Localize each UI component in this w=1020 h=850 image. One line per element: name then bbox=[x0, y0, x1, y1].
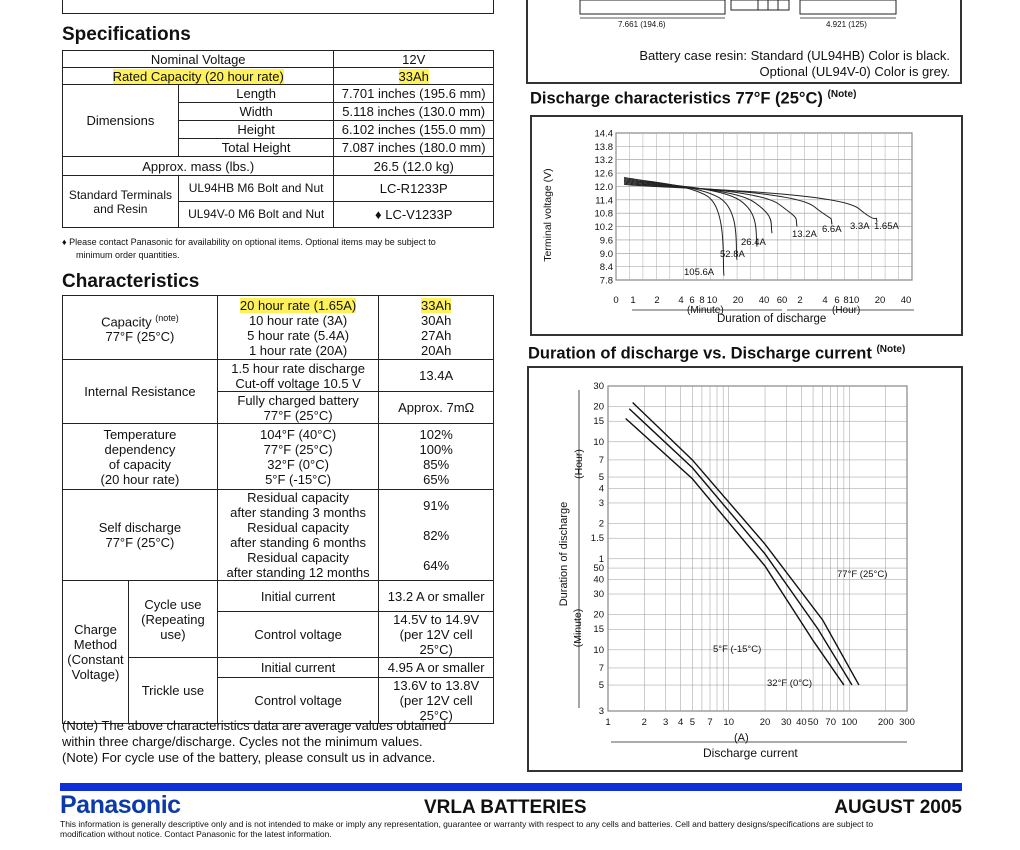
chart2-y-tick-hour: 1.5 bbox=[590, 533, 604, 545]
total-height-label: Total Height bbox=[178, 139, 334, 157]
chart1-x-tick-min: 1 bbox=[630, 295, 636, 306]
chart2-y-tick-hour: 7 bbox=[598, 454, 604, 466]
chart1-x-tick-hr: 6 bbox=[834, 295, 840, 306]
mass-value: 26.5 (12.0 kg) bbox=[334, 157, 494, 176]
chart1-hour-label: (Hour) bbox=[832, 305, 861, 316]
height-label: Height bbox=[178, 121, 334, 139]
self-cond-2-a: Residual capacity bbox=[247, 550, 350, 565]
chart2-x-tick: 3 bbox=[662, 717, 669, 728]
chart2-y-tick-hour: 15 bbox=[593, 416, 604, 428]
chart1-y-tick: 9.6 bbox=[599, 235, 613, 247]
note-1b: within three charge/discharge. Cycles not the minimum values. bbox=[62, 734, 423, 749]
chart1-y-tick: 10.8 bbox=[594, 208, 613, 220]
ul94v0-value: ♦ LC-V1233P bbox=[334, 202, 494, 228]
terminals-label-1: Standard Terminals bbox=[68, 187, 172, 202]
cycle-initial-value: 13.2 A or smaller bbox=[379, 581, 494, 612]
chart2-x-tick: 30 bbox=[781, 717, 792, 728]
width-label: Width bbox=[178, 103, 334, 121]
chart1-x-tick-hr: 4 bbox=[822, 295, 828, 306]
chart1-x-tick-hr: 20 bbox=[874, 295, 886, 306]
cycle-voltage-2: (per 12V cell 25°C) bbox=[399, 627, 473, 657]
chart1-y-tick: 12.0 bbox=[594, 181, 613, 193]
height-value: 6.102 inches (155.0 mm) bbox=[334, 121, 494, 139]
chart1-x-tick-min: 60 bbox=[776, 295, 788, 306]
resin-line-2: Optional (UL94V-0) Color is grey. bbox=[759, 64, 950, 79]
chart1-box bbox=[530, 115, 963, 336]
chart1-discharge-curve bbox=[624, 182, 797, 227]
chart2-y-tick-min: 7 bbox=[598, 662, 604, 674]
chart2-y-tick-min: 20 bbox=[593, 609, 604, 621]
chart1-y-tick: 9.0 bbox=[599, 248, 613, 260]
chart1-title: Discharge characteristics 77°F (25°C) $^{(Note)}$ bbox=[530, 89, 857, 108]
length-label: Length bbox=[178, 85, 334, 103]
self-cond-1-b: after standing 6 months bbox=[230, 535, 367, 550]
chart2-x-tick: 200 bbox=[877, 717, 894, 728]
discharge-value: 13.4A bbox=[379, 360, 494, 392]
chart1-x-tick-min: 0 bbox=[613, 295, 619, 306]
characteristics-title: Characteristics bbox=[62, 271, 200, 292]
temp-cond-1: 77°F (25°C) bbox=[263, 441, 333, 457]
chart2-y-tick-hour: 2 bbox=[598, 518, 604, 530]
chart2-y-tick-hour: 5 bbox=[598, 472, 604, 484]
charge-label-1: Method bbox=[73, 637, 118, 652]
chart1-x-tick-hr: 8 bbox=[843, 295, 849, 306]
chart2-curve-label: 5°F (-15°C) bbox=[713, 644, 762, 655]
chart2-hour-label: (Hour) bbox=[573, 449, 585, 479]
chart1-x-tick-hr: 2 bbox=[797, 295, 803, 306]
chart2-minute-label: (Minute) bbox=[572, 608, 584, 648]
temp-value-3: 65% bbox=[423, 471, 450, 487]
chart1-curve-label: 1.65A bbox=[874, 221, 899, 232]
cycle-initial-label: Initial current bbox=[217, 581, 378, 612]
chart2-curve-label: 32°F (0°C) bbox=[767, 678, 813, 689]
characteristics-table bbox=[62, 295, 494, 724]
chart1-y-tick: 13.8 bbox=[594, 141, 613, 153]
chart2-y-tick-min: 10 bbox=[593, 644, 604, 656]
chart2-x-tick: 10 bbox=[723, 717, 734, 728]
chart2-y-tick-hour: 30 bbox=[593, 381, 604, 392]
temp-value-1: 100% bbox=[419, 441, 453, 457]
chart2-plot-frame bbox=[608, 386, 907, 711]
chart1-curve-label: 26.4A bbox=[741, 237, 766, 248]
chart1-x-tick-min: 10 bbox=[706, 295, 718, 306]
nominal-voltage-value: 12V bbox=[334, 51, 494, 68]
footer-product: VRLA BATTERIES bbox=[424, 797, 587, 818]
self-cond-0-a: Residual capacity bbox=[247, 490, 350, 505]
temp-label-3: (20 hour rate) bbox=[100, 471, 180, 487]
panasonic-logo: Panasonic bbox=[60, 791, 181, 819]
chart1-x-tick-min: 4 bbox=[678, 295, 684, 306]
chart2-y-tick-min: 15 bbox=[593, 624, 604, 636]
chart2-y-tick-hour: 20 bbox=[593, 401, 604, 413]
rated-capacity-value: 33Ah bbox=[398, 68, 429, 84]
chart2-x-tick: 7 bbox=[707, 717, 713, 728]
self-cond-1-a: Residual capacity bbox=[247, 520, 350, 535]
dim-left: 7.661 (194.6) bbox=[618, 20, 666, 29]
temp-cond-3: 5°F (-15°C) bbox=[265, 471, 332, 487]
trickle-label: Trickle use bbox=[128, 658, 217, 724]
self-discharge-label-2: 77°F (25°C) bbox=[105, 535, 175, 550]
temp-label-1: dependency bbox=[104, 441, 176, 457]
self-value-2: 64% bbox=[379, 550, 494, 581]
chart2-x-tick: 5 bbox=[689, 717, 696, 728]
chart1-x-tick-min: 6 bbox=[689, 295, 695, 306]
cap-value-2: 27Ah bbox=[420, 327, 452, 343]
temp-label-0: Temperature bbox=[103, 426, 177, 442]
chart2-x-tick: 2 bbox=[641, 717, 647, 728]
chart1-curve-label: 13.2A bbox=[792, 229, 817, 240]
chart1-x-tick-hr: 10 bbox=[848, 295, 860, 306]
chart2-x-tick: 50 bbox=[807, 717, 819, 728]
chart1-ylabel: Terminal voltage (V) bbox=[542, 168, 554, 262]
chart1-curve-label: 105.6A bbox=[684, 267, 715, 278]
chart2-y-tick-min: 40 bbox=[593, 574, 604, 586]
temp-cond-0: 104°F (40°C) bbox=[260, 426, 337, 442]
temp-value-0: 102% bbox=[419, 426, 453, 442]
chart2-x-tick: 70 bbox=[825, 717, 837, 728]
trickle-voltage-label: Control voltage bbox=[217, 678, 378, 724]
chart2-x-tick: 40 bbox=[796, 717, 807, 728]
specifications-table bbox=[62, 50, 494, 228]
self-cond-0-b: after standing 3 months bbox=[230, 505, 367, 520]
chart1-y-tick: 12.6 bbox=[594, 168, 613, 180]
cycle-label-2: use) bbox=[160, 626, 186, 642]
chart1-minute-label: (Minute) bbox=[687, 305, 724, 316]
discharge-cond-2: Cut-off voltage 10.5 V bbox=[235, 375, 361, 391]
chart1-discharge-curve bbox=[624, 183, 832, 224]
cap-rate-3: 1 hour rate (20A) bbox=[248, 342, 348, 358]
charge-label-0: Charge bbox=[74, 622, 117, 637]
chart2-xlabel: Discharge current bbox=[703, 746, 798, 760]
chart2-y-tick-hour: 3 bbox=[598, 497, 604, 509]
spec-footnote-2: minimum order quantities. bbox=[76, 250, 180, 260]
cap-rate-1: 10 hour rate (3A) bbox=[248, 312, 348, 328]
ul94hb-label: UL94HB M6 Bolt and Nut bbox=[178, 176, 334, 202]
chart2-y-tick-hour: 4 bbox=[598, 483, 604, 495]
chart2-y-tick-min: 3 bbox=[598, 706, 604, 717]
dimension-drawing-box bbox=[526, 0, 962, 84]
internal-resistance-label: Internal Resistance bbox=[63, 360, 218, 424]
charge-label-3: Voltage) bbox=[71, 667, 120, 682]
chart2-x-tick: 1 bbox=[605, 717, 611, 728]
disclaimer-2: modification without notice. Contact Panasonic for the latest information. bbox=[60, 829, 332, 839]
self-value-0: 91% bbox=[379, 490, 494, 521]
cap-rate-2: 5 hour rate (5.4A) bbox=[247, 327, 350, 343]
chart1-y-tick: 13.2 bbox=[594, 155, 613, 167]
chart2-x-tick: 20 bbox=[759, 717, 771, 728]
chart1-curve-label: 3.3A bbox=[850, 221, 870, 232]
length-value: 7.701 inches (195.6 mm) bbox=[334, 85, 494, 103]
nominal-voltage-label: Nominal Voltage bbox=[63, 51, 334, 68]
chart1-x-tick-min: 20 bbox=[732, 295, 744, 306]
chart2-svg bbox=[529, 368, 961, 770]
chart2-y-tick-hour: 1 bbox=[598, 553, 604, 565]
total-height-value: 7.087 inches (180.0 mm) bbox=[334, 139, 494, 157]
chart2-y-tick-min: 50 bbox=[593, 563, 604, 575]
chart1-svg bbox=[532, 117, 961, 334]
chart2-xunit: (A) bbox=[734, 732, 749, 744]
ul94v0-label: UL94V-0 M6 Bolt and Nut bbox=[178, 202, 334, 228]
self-value-1: 82% bbox=[379, 520, 494, 550]
chart2-y-tick-min: 30 bbox=[593, 589, 604, 601]
chart1-y-tick: 11.4 bbox=[595, 195, 613, 207]
cycle-label-0: Cycle use bbox=[144, 596, 202, 612]
width-value: 5.118 inches (130.0 mm) bbox=[334, 103, 494, 121]
chart1-y-tick: 8.4 bbox=[599, 262, 613, 274]
mass-label: Approx. mass (lbs.) bbox=[63, 157, 334, 176]
dim-right: 4.921 (125) bbox=[826, 20, 867, 29]
top-left-frame bbox=[62, 0, 494, 14]
terminals-label-2: and Resin bbox=[93, 201, 148, 216]
self-cond-2-b: after standing 12 months bbox=[226, 565, 370, 580]
chart1-curve-label: 52.8A bbox=[720, 249, 745, 260]
ul94hb-value: LC-R1233P bbox=[334, 176, 494, 202]
footer-date: AUGUST 2005 bbox=[834, 797, 962, 818]
resin-line-1: Battery case resin: Standard (UL94HB) Color is black. bbox=[639, 48, 950, 63]
cap-value-1: 30Ah bbox=[420, 312, 452, 328]
self-discharge-label-1: Self discharge bbox=[98, 520, 182, 535]
charge-label-2: (Constant bbox=[67, 652, 124, 667]
chart1-x-tick-min: 40 bbox=[758, 295, 770, 306]
cycle-label-1: (Repeating bbox=[141, 611, 205, 627]
ir-cond-1: Fully charged battery bbox=[237, 392, 359, 408]
spec-footnote-1: ♦ Please contact Panasonic for availability on optional items. Optional items may be subject to bbox=[62, 237, 436, 247]
chart2-ylabel: Duration of discharge bbox=[558, 501, 570, 607]
chart2-title-note: (Note) bbox=[876, 344, 906, 355]
trickle-voltage-1: 13.6V to 13.8V bbox=[393, 678, 480, 693]
ir-value: Approx. 7mΩ bbox=[379, 392, 494, 424]
footer-blue-bar bbox=[60, 783, 962, 791]
chart1-title-note: (Note) bbox=[827, 89, 857, 100]
note-1a: (Note) The above characteristics data are average values obtained bbox=[62, 718, 447, 733]
chart1-x-tick-hr: 40 bbox=[900, 295, 912, 306]
chart1-x-tick-min: 8 bbox=[699, 295, 705, 306]
trickle-initial-value: 4.95 A or smaller bbox=[379, 658, 494, 678]
capacity-temp: 77°F (25°C) bbox=[105, 329, 175, 345]
chart2-y-tick-min: 5 bbox=[598, 680, 604, 692]
cap-value-3: 20Ah bbox=[420, 342, 452, 358]
note-2: (Note) For cycle use of the battery, please consult us in advance. bbox=[62, 750, 436, 765]
ir-cond-2: 77°F (25°C) bbox=[263, 407, 333, 423]
chart1-y-tick: 10.2 bbox=[594, 222, 613, 234]
chart2-title: Duration of discharge vs. Discharge current $^{(Note)}$ bbox=[528, 344, 906, 363]
chart2-x-tick: 100 bbox=[841, 717, 858, 728]
chart1-x-tick-min: 2 bbox=[654, 295, 660, 306]
chart2-x-tick: 4 bbox=[678, 717, 684, 728]
chart1-y-tick: 14.4 bbox=[594, 128, 613, 140]
disclaimer-1: This information is generally descriptive only and is not intended to make or imply any representation, guarantee or warranty with respect to any cells and batteries. Cell and battery designs/specifications are subject to bbox=[60, 819, 874, 829]
specifications-title: Specifications bbox=[62, 24, 191, 45]
trickle-initial-label: Initial current bbox=[217, 658, 378, 678]
chart1-y-tick: 7.8 bbox=[599, 275, 613, 287]
discharge-cond-1: 1.5 hour rate discharge bbox=[231, 360, 365, 376]
cap-value-0: 33Ah bbox=[420, 297, 452, 313]
chart2-curve-label: 77°F (25°C) bbox=[837, 569, 888, 580]
cycle-voltage-1: 14.5V to 14.9V bbox=[393, 612, 480, 627]
chart2-y-tick-hour: 10 bbox=[593, 436, 604, 448]
cap-rate-0: 20 hour rate (1.65A) bbox=[239, 297, 357, 313]
temp-value-2: 85% bbox=[423, 456, 450, 472]
capacity-label: Capacity bbox=[101, 314, 152, 330]
chart1-curve-label: 6.6A bbox=[822, 224, 842, 235]
trickle-voltage-2: (per 12V cell 25°C) bbox=[399, 693, 473, 723]
temp-cond-2: 32°F (0°C) bbox=[267, 456, 329, 472]
cycle-voltage-label: Control voltage bbox=[217, 612, 378, 658]
chart2-x-tick: 300 bbox=[899, 717, 915, 728]
capacity-note: (note) bbox=[155, 312, 179, 323]
temp-label-2: of capacity bbox=[108, 456, 171, 472]
dimensions-label: Dimensions bbox=[63, 85, 179, 157]
chart2-box bbox=[527, 366, 963, 772]
chart1-xlabel: Duration of discharge bbox=[717, 313, 827, 325]
rated-capacity-label: Rated Capacity (20 hour rate) bbox=[112, 68, 284, 84]
